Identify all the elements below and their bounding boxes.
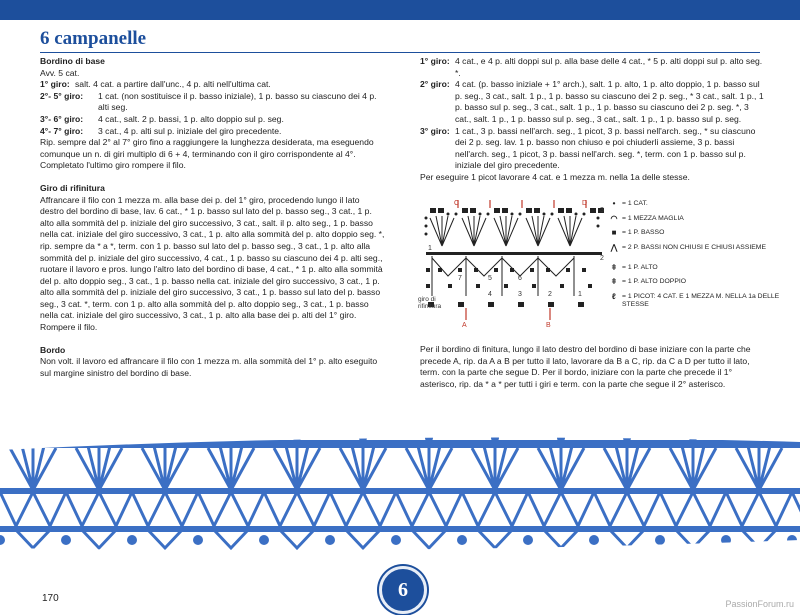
- round-text: 4 cat., e 4 p. alti doppi sul p. alla base delle 4 cat., * 5 p. alti doppi sul p. alto seg. *.: [455, 56, 763, 78]
- border-round: [420, 56, 765, 79]
- base-round: [40, 126, 385, 138]
- chart-top-row: [430, 208, 604, 213]
- slip-stitch-icon: ◠: [610, 213, 618, 223]
- bordo-text: Non volt. il lavoro ed affrancare il filo con 1 mezza m. alla sommità del 1° p. alto eseguito sul margine sinistro del bordino di base.: [40, 356, 378, 378]
- left-column: [40, 56, 385, 379]
- legend-item: [606, 215, 800, 230]
- chart-number-edge-1: 1: [428, 245, 432, 252]
- chart-red-bottom: [466, 308, 550, 320]
- legend-text: = 1 CAT.: [622, 200, 648, 207]
- legend-item: [606, 244, 800, 264]
- round-label: 2°- 5° giro:: [40, 90, 84, 101]
- legend-text: = 1 PICOT: 4 CAT. E 1 MEZZA M. NELLA 1a DELLE STESSE: [622, 292, 780, 308]
- chart-number-3b: 3: [518, 291, 522, 298]
- chart-number-1: 1: [578, 291, 582, 298]
- round-label: 1° giro:: [420, 56, 450, 66]
- round-text: 1 cat., 3 p. bassi nell'arch. seg., 1 picot, 3 p. bassi nell'arch. seg., * su ciascuno dei 2 p. seg. lav. 1 p. basso non chiuso e poi chiuderli assieme, 3 p. bassi nell'arch. seg., 1 picot, 3 p. bassi nell'arch. seg. *, term. con 1 p. basso sul p. iniziale del giro precedente.: [455, 125, 756, 171]
- round-text: salt. 4 cat. a partire dall'unc., 4 p. alti nell'ultima cat.: [75, 79, 271, 90]
- round-text: 4 cat. (p. basso iniziale + 1° arch.), salt. 1 p. alto, 1 p. alto doppio, 1 p. basso sul p. seg., 3 cat., salt. 1 p., 1 p. basso su ciascuno dei 2 p. seg., * 3 cat., salt. 1 p., 1 p. basso sul p. seg., 3 cat., salt. 1 p., 1 p. basso su ciascuno dei 2 p. seg. *, 3 cat., salt. 1 p., 1 p. basso sul p. seg., 3 cat., salt. 1 p., 1 p. basso sul p. seg.: [455, 79, 764, 124]
- round-label: 2° giro:: [420, 79, 450, 90]
- round-text: 3 cat., 4 p. alti sul p. iniziale del giro precedente.: [98, 125, 282, 136]
- chart-number-7: 7: [458, 275, 462, 282]
- legend-item: [606, 278, 800, 293]
- round-label: 1° giro:: [40, 79, 70, 90]
- base-round: [40, 91, 385, 114]
- double-crochet-icon: ǂ: [611, 262, 617, 272]
- chart-red-markers: [458, 200, 586, 208]
- legend-text: = 1 P. BASSO: [622, 229, 665, 236]
- base-round: [40, 114, 385, 126]
- legend-item: [606, 200, 800, 215]
- page-title: 6 campanelle: [40, 28, 147, 49]
- top-color-bar: [0, 0, 800, 20]
- chart-marker-d: D: [582, 200, 588, 207]
- round-label: 4°- 7° giro:: [40, 125, 84, 136]
- right-column: [420, 56, 765, 184]
- chart-number-2b: 2: [548, 291, 552, 298]
- chapter-badge: 6: [379, 566, 427, 614]
- legend-item: [606, 293, 800, 313]
- watermark: PassionForum.ru: [725, 599, 794, 609]
- chart-bottom-row: [428, 302, 584, 307]
- picot-note: Per eseguire 1 picot lavorare 4 cat. e 1 mezza m. nella 1a delle stesse.: [420, 171, 690, 182]
- base-repeat-text: Rip. sempre dal 2° al 7° giro fino a raggiungere la lunghezza desiderata, ma eseguendo comunque un n. di giri multiplo di 6 + 4, terminando con il giro corrispondente al 4°. Completato l'ultimo giro rompere il filo.: [40, 137, 374, 171]
- finishing-instructions: [420, 344, 770, 390]
- legend-text: = 1 MEZZA MAGLIA: [622, 214, 684, 222]
- chart-number-6: 6: [518, 275, 522, 282]
- legend-item: [606, 229, 800, 244]
- chart-marker-c: C: [454, 200, 460, 207]
- chart-body-lines: [432, 256, 574, 296]
- chain-icon: •: [612, 199, 616, 208]
- treble-crochet-icon: ǂ: [611, 277, 617, 286]
- sc2tog-icon: ⋀: [610, 242, 618, 252]
- chart-marker-a: A: [462, 322, 467, 328]
- legend-item: [606, 264, 800, 279]
- finishing-text: Per il bordino di finitura, lungo il lato destro del bordino di base iniziare con la parte che precede A, rip. da A a B per tutto il lato, lavorare da B a C, rip. da C a D per tutto il lato, term. con la parte che segue D. Per il bordo, iniziare con la parte che precede il 1° asterisco, rip. da * a * per tutti i giri e term. con la parte che segue il 2° asterisco.: [420, 344, 751, 389]
- border-round: [420, 126, 765, 172]
- chart-legend: [606, 200, 800, 313]
- lace-photo: [0, 430, 800, 555]
- legend-text: = 1 P. ALTO DOPPIO: [622, 278, 687, 285]
- page-number: 170: [42, 593, 59, 604]
- round-label: 3°- 6° giro:: [40, 113, 84, 124]
- bordo-heading: Bordo: [40, 344, 66, 355]
- base-round: [40, 79, 385, 91]
- chart-fans: [430, 216, 582, 246]
- chart-number-5: 5: [488, 275, 492, 282]
- border-round: [420, 79, 765, 125]
- rifinitura-text: Affrancare il filo con 1 mezza m. alla base dei p. del 1° giro, procedendo lungo il lato destro del bordino di base, lav. 6 cat., * 1 p. basso sul lato del p. basso seg., 3 cat., 1 p. alto alla sommità del p. iniziale del giro successivo, 3 cat., salt. il p. alto seg., 1 p. basso nella cat. iniziale del giro successivo, 3 cat., 1 p. alto alla sommità del p. alto doppio seg. *, rip. sempre da * a *, term. con 1 p. basso sul lato del p. basso seg., 3 cat., 1 p. alto alla sommità del p. iniziale del giro successivo, 4 cat., 1 p. basso su ciascuno dei 4 p. alti seg., ruotare il lavoro e pros. lungo l'altro lato del bordino di base, 4 cat., * 1 p. alto alla sommità del p. alto doppio seg., 3 cat., 1 p. basso nella cat. iniziale del giro successivo, 3 cat., 1 p. alto alla sommità del p. iniziale del giro successivo, 3 cat., 1 p. basso sul lato del p. basso seg., 3 cat. *, term. con 1 p. alto alla sommità del p. alto doppio seg., 3 cat., 1 p. basso nella cat. iniziale del giro successivo, 3 cat., 1 p. alto alla base dei p. alti del 1° giro. Rompere il filo.: [40, 194, 385, 333]
- title-divider: [40, 52, 760, 53]
- round-text: 4 cat., salt. 2 p. bassi, 1 p. alto doppio sul p. seg.: [98, 113, 284, 124]
- base-avv: Avv. 5 cat.: [40, 67, 80, 78]
- rifinitura-heading: Giro di rifinitura: [40, 182, 105, 193]
- chart-number-4: 4: [488, 291, 492, 298]
- chart-marker-b: B: [546, 322, 551, 328]
- chart-number-2: 2: [600, 255, 604, 262]
- chart-giro-label: giro di rifinitura: [418, 296, 442, 310]
- legend-text: = 2 P. BASSI NON CHIUSI E CHIUSI ASSIEME: [622, 243, 766, 251]
- legend-text: = 1 P. ALTO: [622, 263, 658, 271]
- picot-icon: ℓ: [612, 291, 616, 301]
- round-label: 3° giro:: [420, 125, 450, 136]
- base-heading: Bordino di base: [40, 56, 105, 66]
- round-text: 1 cat. (non sostituisce il p. basso iniziale), 1 p. basso su ciascuno dei 4 p. alti seg.: [98, 90, 377, 113]
- single-crochet-icon: ■: [611, 228, 617, 237]
- chart-number-3: 3: [600, 207, 604, 214]
